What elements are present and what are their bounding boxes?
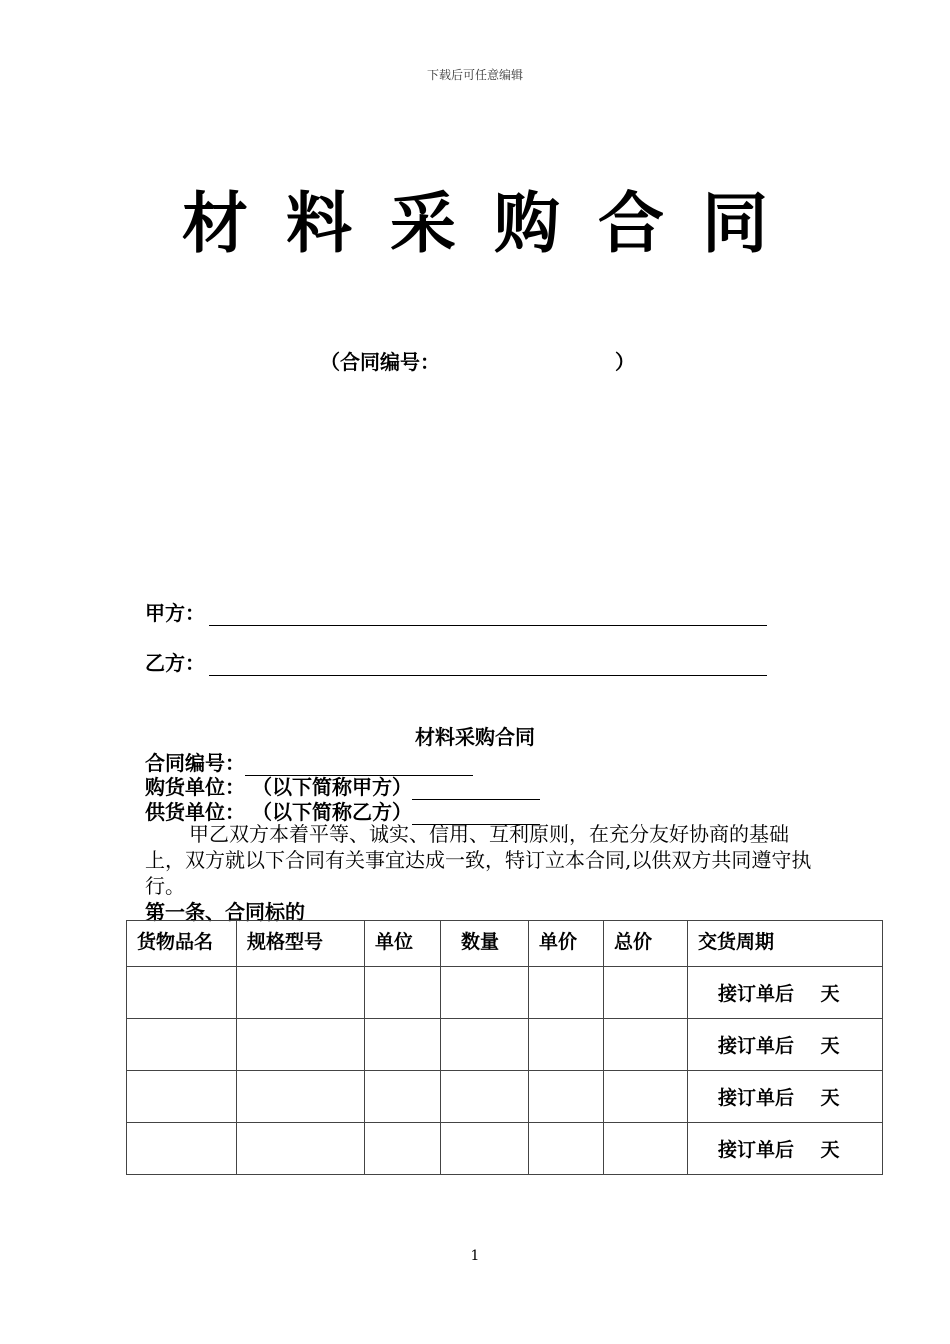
table-cell[interactable] — [441, 967, 529, 1019]
table-cell[interactable] — [127, 967, 237, 1019]
table-cell[interactable] — [365, 1123, 441, 1175]
contract-number-label: 合同编号： — [145, 751, 245, 775]
table-cell[interactable] — [441, 1019, 529, 1071]
table-cell[interactable] — [365, 1019, 441, 1071]
table-header-row — [127, 921, 883, 967]
delivery-cell[interactable]: 接订单后 天 — [688, 1123, 883, 1175]
party-a-line — [145, 597, 767, 626]
table-cell[interactable] — [127, 1019, 237, 1071]
party-b-label: 乙方： — [145, 651, 205, 675]
buyer-label: 购货单位： （以下简称甲方） — [145, 775, 412, 799]
table-cell[interactable] — [127, 1071, 237, 1123]
table-cell[interactable] — [529, 1071, 604, 1123]
cover-contract-number — [320, 346, 635, 375]
table-cell[interactable] — [529, 967, 604, 1019]
goods-table — [126, 920, 883, 1175]
intro-paragraph: 甲乙双方本着平等、诚实、信用、互利原则，在充分友好协商的基础上，双方就以下合同有关事宜达成一致，特订立本合同,以供双方共同遵守执行。 — [145, 822, 812, 898]
table-cell[interactable] — [604, 1019, 688, 1071]
header-cell-spec: 规格型号 — [237, 921, 365, 967]
table-row — [127, 1019, 883, 1071]
header-cell-delivery: 交货周期 — [688, 921, 883, 967]
party-a-blank[interactable] — [209, 605, 767, 626]
table-cell[interactable] — [441, 1123, 529, 1175]
party-b-line — [145, 647, 767, 676]
table-cell[interactable] — [604, 1123, 688, 1175]
table-cell[interactable] — [365, 1071, 441, 1123]
delivery-cell[interactable]: 接订单后 天 — [688, 1019, 883, 1071]
delivery-cell[interactable]: 接订单后 天 — [688, 1071, 883, 1123]
header-cell-total: 总价 — [604, 921, 688, 967]
table-row — [127, 1123, 883, 1175]
table-row — [127, 1071, 883, 1123]
delivery-cell[interactable]: 接订单后 天 — [688, 967, 883, 1019]
header-cell-item: 货物品名 — [127, 921, 237, 967]
supplier-label: 供货单位： （以下简称乙方） — [145, 800, 412, 824]
table-cell[interactable] — [441, 1071, 529, 1123]
party-b-blank[interactable] — [209, 655, 767, 676]
header-cell-quantity: 数量 — [441, 921, 529, 967]
table-row — [127, 967, 883, 1019]
table-cell[interactable] — [127, 1123, 237, 1175]
table-cell[interactable] — [237, 1019, 365, 1071]
table-cell[interactable] — [604, 1071, 688, 1123]
party-a-label: 甲方： — [145, 601, 205, 625]
table-cell[interactable] — [237, 967, 365, 1019]
header-note: 下载后可任意编辑 — [426, 68, 523, 82]
cover-contract-number-close: ） — [615, 350, 635, 374]
table-cell[interactable] — [529, 1019, 604, 1071]
section-1-heading: 第一条、合同标的 — [145, 900, 305, 924]
cover-title: 材料采购合同 — [182, 185, 806, 262]
table-cell[interactable] — [365, 967, 441, 1019]
page-number: 1 — [470, 1248, 480, 1264]
cover-contract-number-label: （合同编号： — [320, 350, 440, 374]
table-cell[interactable] — [237, 1071, 365, 1123]
header-cell-unit: 单位 — [365, 921, 441, 967]
table-cell[interactable] — [529, 1123, 604, 1175]
table-cell[interactable] — [237, 1123, 365, 1175]
header-cell-unit-price: 单价 — [529, 921, 604, 967]
table-cell[interactable] — [604, 967, 688, 1019]
body-title: 材料采购合同 — [415, 725, 535, 749]
